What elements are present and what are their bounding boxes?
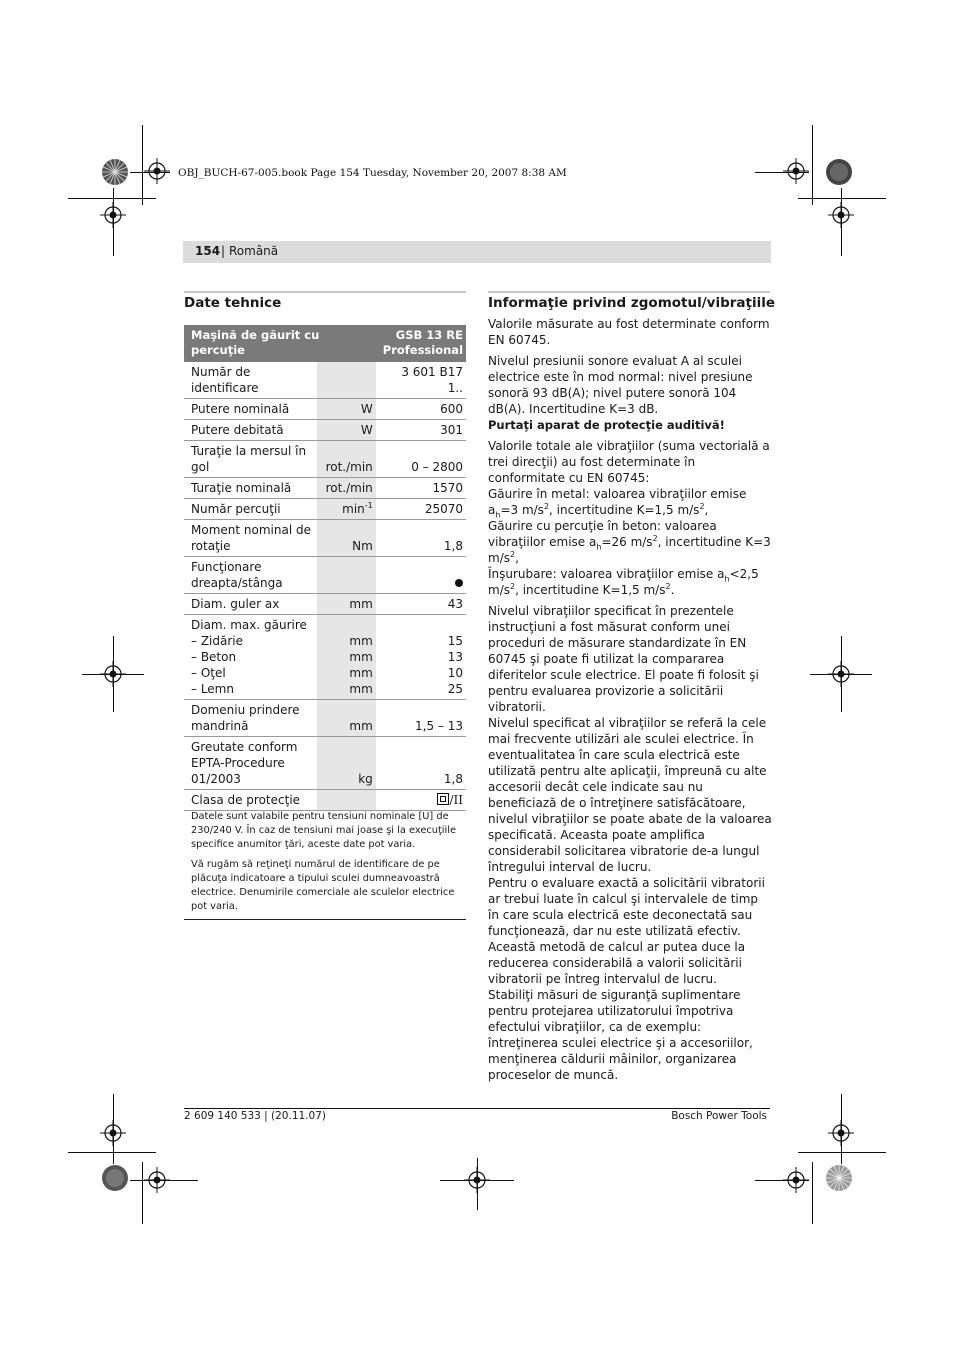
row-label: Turaţie la mersul în gol [184, 441, 317, 478]
vibration-value-line: Găurire cu percuţie în beton: valoarea vibraţiilor emise $a_h=26$ $m/s^2$, incertitudine K=3 $m/s^2$, [488, 519, 771, 565]
page-header-bar [183, 241, 771, 263]
footer-rule [184, 1108, 770, 1109]
row-unit: rot./min [317, 441, 376, 478]
table-row [184, 615, 466, 700]
paragraph-sound: Nivelul presiunii sonore evaluat A al sculei electrice este în mod normal: nivel presiune sonoră 93 dB(A); nivel putere sonoră 104 dB(A). Incertitudine K=3 dB. [488, 354, 753, 416]
vibration-value-line: Înşurubare: valoarea vibraţiilor emise $a_h<2,5$ $m/s^2$, incertitudine K=1,5 $m/s^2$. [488, 567, 759, 597]
table-row [184, 790, 466, 811]
row-label: Număr percuţii [184, 499, 317, 520]
paragraph-exact-assessment: Pentru o evaluare exactă a solicitării vibratorii ar trebui luate în calcul şi intervalele de timp în care scula electrică este deconectată sau funcţionează, dar nu este utilizată efectiv. Această metodă de calcul ar putea duce la reducerea considerabilă a valorii solicitării vibratorii pe întreg intervalul de lucru. [488, 876, 765, 986]
note-voltage: Datele sunt valabile pentru tensiuni nominale [U] de 230/240 V. În caz de tensiuni mai joase şi la execuţiile specifice anumitor ţări, aceste date pot varia. [191, 811, 456, 851]
registration-target-icon [100, 202, 126, 228]
footer-brand: Bosch Power Tools [671, 1110, 767, 1122]
color-rosette-icon [101, 158, 129, 186]
row-value: 1,8 [376, 737, 466, 790]
row-unit [317, 790, 376, 811]
table-row [184, 594, 466, 615]
row-unit: W [317, 399, 376, 420]
protection-class-icon [437, 793, 449, 805]
row-value: 0 – 2800 [376, 441, 466, 478]
row-value: 3 601 B17 1.. [376, 362, 466, 399]
row-unit: $\min^{-1}$ [317, 499, 376, 520]
table-row [184, 557, 466, 594]
row-value: 25070 [376, 499, 466, 520]
footer-document-number: 2 609 140 533 | (20.11.07) [184, 1110, 326, 1122]
registration-target-icon [828, 1120, 854, 1146]
note-identification: Vă rugăm să reţineţi numărul de identificare de pe plăcuţa indicatoare a tipului sculei dumneavoastră electrice. Denumirile comerciale ale sculelor electrice pot varia. [191, 858, 455, 913]
table-row [184, 420, 466, 441]
row-value: 600 [376, 399, 466, 420]
color-rosette-icon [101, 1164, 129, 1192]
row-value: 1570 [376, 478, 466, 499]
row-unit: Nm [317, 520, 376, 557]
row-unit [317, 362, 376, 399]
paragraph-level-applications: Nivelul specificat al vibraţiilor se referă la cele mai frecvente utilizări ale sculei electrice. În eventualitatea în care scula electrică este utilizată pentru alte aplicaţii, împreună cu alte accesorii decât cele indicate sau nu beneficiază de o întreţinere satisfăcătoare, nivelul vibraţiilor se poate abate de la valoarea specificată. Aceasta poate amplifica considerabil solicitarea vibratorie de-a lungul întregului interval de lucru. [488, 716, 772, 874]
table-end-rule [184, 919, 466, 920]
row-label: Turaţie nominală [184, 478, 317, 499]
row-label: Domeniu prindere mandrină [184, 700, 317, 737]
row-unit [317, 557, 376, 594]
row-value: 1,8 [376, 520, 466, 557]
registration-target-icon [464, 1167, 490, 1193]
row-unit: rot./min [317, 478, 376, 499]
table-row [184, 362, 466, 399]
table-notes [191, 810, 466, 919]
header-language: Română [229, 244, 279, 258]
row-label: Putere debitată [184, 420, 317, 441]
row-label: Clasa de protecţie [184, 790, 317, 811]
vibration-values [488, 486, 772, 598]
section-rule [184, 291, 466, 293]
noise-vibration-text [488, 316, 772, 1088]
color-rosette-icon [825, 1164, 853, 1192]
paragraph-hearing-warning: Purtaţi aparat de protecţie auditivă! [488, 418, 725, 432]
table-header-row [184, 325, 466, 362]
row-value: 43 [376, 594, 466, 615]
table-row [184, 399, 466, 420]
table-row [184, 478, 466, 499]
section-title-noise: Informaţie privind zgomotul/vibraţiile [488, 295, 776, 311]
table-row [184, 700, 466, 737]
table-row [184, 499, 466, 520]
section-title-tech-data: Date tehnice [184, 295, 282, 311]
registration-target-icon [144, 158, 170, 184]
row-unit: mm [317, 594, 376, 615]
row-label: Putere nominală [184, 399, 317, 420]
row-unit: kg [317, 737, 376, 790]
print-info-line: OBJ_BUCH-67-005.book Page 154 Tuesday, November 20, 2007 8:38 AM [178, 167, 567, 179]
paragraph-measured: Valorile măsurate au fost determinate conform EN 60745. [488, 317, 770, 347]
bullet-icon [455, 579, 463, 587]
row-label: Număr de identificare [184, 362, 317, 399]
row-value: 1,5 – 13 [376, 700, 466, 737]
tech-data-table [184, 325, 466, 811]
row-value [376, 557, 466, 594]
table-header-machine: Maşină de găurit cu percuţie [184, 325, 376, 362]
paragraph-level-measured: Nivelul vibraţiilor specificat în prezentele instrucţiuni a fost măsurat conform unei proceduri de măsurare standardizate în EN 60745 şi poate fi utilizat la compararea diferitelor scule electrice. El poate fi folosit şi pentru evaluarea provizorie a solicitării vibratorii. [488, 604, 759, 714]
table-header-model: GSB 13 RE Professional [376, 325, 466, 362]
color-rosette-icon [825, 158, 853, 186]
row-value: 301 [376, 420, 466, 441]
vibration-value-line: Găurire în metal: valoarea vibraţiilor emise $a_h=3$ $m/s^2$, incertitudine K=1,5 $m/s^2$, [488, 487, 747, 520]
row-unit: mm [317, 700, 376, 737]
registration-target-icon [100, 1120, 126, 1146]
registration-target-icon [783, 158, 809, 184]
registration-target-icon [828, 202, 854, 228]
registration-target-icon [783, 1167, 809, 1193]
registration-target-icon [144, 1167, 170, 1193]
table-row [184, 520, 466, 557]
row-label: Funcţionare dreapta/stânga [184, 557, 317, 594]
row-label: Diam. max. găurire – Zidărie – Beton – Oţel – Lemn [184, 615, 317, 700]
registration-target-icon [828, 661, 854, 687]
table-row [184, 737, 466, 790]
row-label: Moment nominal de rotaţie [184, 520, 317, 557]
section-rule [488, 291, 770, 293]
row-label: Greutate conform EPTA-Procedure 01/2003 [184, 737, 317, 790]
row-label: Diam. guler ax [184, 594, 317, 615]
row-value: 15 13 10 25 [376, 615, 466, 700]
row-value: /II [376, 790, 466, 811]
paragraph-vibration-total: Valorile totale ale vibraţiilor (suma vectorială a trei direcţii) au fost determinate în conformitate cu EN 60745: [488, 439, 770, 485]
row-unit: W [317, 420, 376, 441]
paragraph-safety-measures: Stabiliţi măsuri de siguranţă suplimentare pentru protejarea utilizatorului împotriva efectului vibraţiilor, ca de exemplu: întreţinerea sculei electrice şi a accesoriilor, menţinerea căldurii mâinilor, organizarea proceselor de muncă. [488, 988, 753, 1082]
header-separator: | [221, 244, 226, 258]
row-unit: mm mm mm mm [317, 615, 376, 700]
table-row [184, 441, 466, 478]
registration-target-icon [100, 661, 126, 687]
page-number: 154 [195, 244, 221, 258]
